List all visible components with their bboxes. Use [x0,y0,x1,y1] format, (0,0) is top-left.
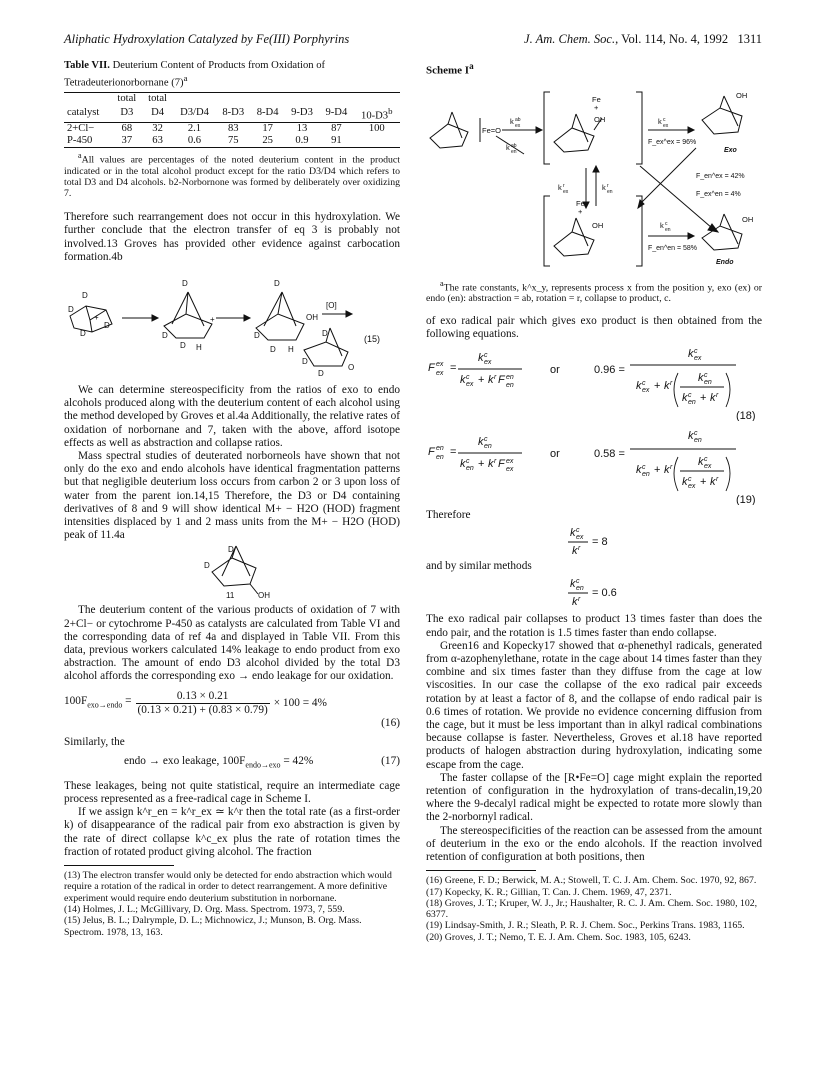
svg-text:k: k [688,429,694,442]
svg-text:Fe: Fe [576,198,585,208]
svg-text:c: c [466,373,470,381]
svg-text:k: k [572,596,578,609]
svg-text:OH: OH [736,90,748,100]
svg-text:OH: OH [742,214,754,224]
svg-text:+: + [210,314,215,324]
svg-text:en: en [704,378,712,386]
svg-text:en: en [607,188,613,195]
svg-text:k: k [660,220,664,230]
svg-text:k: k [570,578,576,591]
svg-text:[O]: [O] [326,300,337,310]
footnotes: (13) The electron transfer would only be detected for endo abstraction which would require a rotation of the radical in order to detect rearrangement. A more definitive experiment would require endo deuterium substitution in norbornane. (14) Holmes, J. L.; McGillivary, D. Org. Mass. Spectrom. 1973, 7, 559. (15) Jelus, B. L.; Dalrymple, D. L.; Michnowicz, J.; Munson, B. Org. Mass. Spectrom. 1978, 13, 163. [64,870,392,938]
svg-text:c: c [694,429,698,437]
running-title: Aliphatic Hydroxylation Catalyzed by Fe(III) Porphyrins [64,32,350,46]
svg-text:(19): (19) [736,493,756,505]
svg-text:en: en [665,226,671,233]
svg-text:+: + [478,457,485,470]
svg-text:en: en [642,470,650,478]
svg-text:k: k [664,463,670,476]
svg-text:r: r [563,182,565,189]
svg-text:0.58 =: 0.58 = [594,447,625,460]
svg-text:en: en [466,464,474,472]
svg-text:k: k [460,373,466,386]
svg-text:c: c [704,371,708,379]
svg-text:k: k [710,475,716,488]
svg-text:c: c [688,475,692,483]
equation-19 [426,425,762,505]
paragraph: We can determine stereospecificity from the ratios of exo to endo alcohols produced along with the deuterium content of each alcohol using the method developed by Groves et al.4a Additionally, the relative rates of oxidation of norbornane and 7, taken with the above, afford isotope effects as well as abstraction and collapse ratios. [64,383,400,449]
svg-text:D: D [254,330,260,340]
svg-text:+: + [700,475,707,488]
svg-text:D: D [302,356,308,366]
svg-text:en: en [484,442,492,450]
right-column [426,60,762,943]
svg-text:c: c [665,220,668,227]
svg-text:k: k [602,182,606,192]
svg-text:= 8: = 8 [592,536,608,549]
page-number: 1311 [737,32,762,46]
svg-text:D: D [104,320,110,330]
svg-text:k: k [558,182,562,192]
table-footnote: $^a$All values are percentages of the noted deuterium content in the product indicated or in the total alcohol product except for the ratio D3/D4 which refers to total D3 and D4 alcohols. b2-Norbornone was formed by deliberately over oxidizing 7. [64,151,400,199]
svg-text:c: c [576,527,580,535]
svg-text:k: k [664,379,670,392]
svg-text:ex: ex [576,534,584,542]
svg-text:D: D [228,545,234,555]
equation-17: endo → exo leakage, $100F_{endo\to exo} = 42\%$ (17) [124,755,400,770]
svg-text:k: k [682,475,688,488]
paragraph: Therefore such rearrangement does not occur in this hydroxylation. We further conclude that the electron transfer of eq 3 is probably not involved.13 Groves has provided other evidence against carbocation formation.4b [64,211,400,263]
deuterium-table: total total catalyst D3 D4 D3/D4 8-D3 8-D4 9-D3 9-D4 10-D3$^b$ 2+Cl− 68 32 2.1 83 17 13 87 100 P-450 37 63 0.6 75 25 0.9 91 [64,92,400,149]
svg-text:or: or [550,363,560,376]
svg-text:c: c [663,116,666,123]
svg-text:+: + [700,391,707,404]
svg-text:F: F [428,445,435,458]
compound-11-structure [64,542,400,600]
exo-label: Exo [724,146,737,154]
svg-text:D: D [80,328,86,338]
svg-text:H: H [196,342,202,352]
svg-text:en: en [436,444,444,452]
svg-text:k: k [698,371,704,384]
scheme-footnote: $^a$The rate constants, k^x_y, represents process x from the position y, exo (ex) or endo (en): abstraction = ab, rotation = r, collapse to product, c. [426,278,762,305]
svg-text:F: F [498,373,505,386]
svg-text:c: c [704,455,708,463]
paragraph: If we assign k^r_en = k^r_ex ≃ k^r then the total rate (as a first-order k) of disappearance of the radical pair from exo abstraction is given by the rate of direct collapse k^c_ex plus the rate of rotation times the fraction of rotated product giving alcohol. The fraction [64,806,400,858]
svg-text:r: r [670,463,673,471]
svg-text:ex: ex [663,122,669,129]
endo-label: Endo [716,258,734,266]
svg-text:+: + [594,102,599,112]
scheme-title: Scheme $I^a$ [426,61,474,77]
paragraph: These leakages, being not quite statistical, require an intermediate cage process represented as a free-radical cage in Scheme I. [64,779,400,806]
svg-text:F: F [498,457,505,470]
svg-text:c: c [688,391,692,399]
svg-text:=: = [450,361,457,374]
svg-text:+: + [654,463,661,476]
svg-text:k: k [572,545,578,558]
svg-text:en: en [506,373,514,381]
svg-text:ex: ex [466,380,474,388]
svg-text:r: r [494,457,497,465]
svg-text:=: = [450,445,457,458]
svg-text:c: c [642,379,646,387]
svg-text:k: k [478,435,484,448]
svg-text:k: k [460,457,466,470]
svg-text:en: en [511,148,517,155]
paragraph: The exo radical pair collapses to product 13 times faster than does the endo pair, and the rotation is 1.5 times faster than endo collapse. [426,613,762,639]
svg-text:k: k [698,455,704,468]
svg-text:ex: ex [704,462,712,470]
svg-text:k: k [636,379,642,392]
table-row: 2+Cl− 68 32 2.1 83 17 13 87 100 [67,123,385,135]
table-row: P-450 37 63 0.6 75 25 0.9 91 [64,135,400,148]
svg-text:c: c [642,463,646,471]
svg-text:k: k [488,373,494,386]
svg-text:ex: ex [436,369,444,377]
svg-text:OH: OH [592,220,604,230]
svg-text:+: + [478,373,485,386]
equation-number: (16) [381,717,400,730]
svg-text:k: k [510,116,514,126]
svg-text:D: D [182,278,188,288]
svg-text:(18): (18) [736,409,756,421]
svg-text:or: or [550,447,560,460]
svg-text:D: D [68,304,74,314]
fraction-label: F_ex^en = 4% [696,190,741,198]
svg-text:ex: ex [484,358,492,366]
svg-text:= 0.6: = 0.6 [592,587,617,600]
svg-text:+: + [578,206,583,216]
svg-text:en: en [506,381,514,389]
svg-text:k: k [658,116,662,126]
svg-text:OH: OH [258,591,270,601]
svg-text:D: D [270,344,276,354]
svg-text:D: D [274,278,280,288]
svg-text:c: c [576,578,580,586]
svg-text:D: D [318,368,324,378]
ratio-equation-endo [426,573,762,609]
fraction-label: F_en^en = 58% [648,244,698,252]
svg-text:r: r [716,391,719,399]
paragraph: The faster collapse of the [R•Fe=O] cage might explain the reported retention of configuration in the hydroxylation of trans-decalin,19,20 where the 9-decalyl radical might be expected to rotate more slowly than the 2-norbornyl radical. [426,771,762,824]
svg-text:r: r [578,545,581,553]
paragraph: of exo radical pair which gives exo product is then obtained from the following equations. [426,314,762,340]
compound-label: 11 [226,591,235,601]
references: (16) Greene, F. D.; Berwick, M. A.; Stowell, T. C. J. Am. Chem. Soc. 1970, 92, 867. (17) Kopecky, K. R.; Gillian, T. Can. J. Chem. 1969, 47, 2371. (18) Groves, J. T.; Kruper, W. J., Jr.; Haushalter, R. C. J. Am. Chem. Soc. 1980, 102, 6377. (19) Lindsay-Smith, J. R.; Sleath, P. R. J. Chem. Soc., Perkins Trans. 1983, 1165. (20) Groves, J. T.; Nemo, T. E. J. Am. Chem. Soc. 1983, 105, 6243. [426,875,758,943]
equation-number: (15) [364,333,381,344]
svg-text:k: k [488,457,494,470]
svg-text:0.96 =: 0.96 = [594,363,625,376]
svg-text:k: k [478,351,484,364]
svg-text:F: F [428,361,435,374]
svg-text:c: c [466,457,470,465]
paragraph: The stereospecificities of the reaction can be assessed from the amount of deuterium in the exo or the endo alcohols. If the reaction involved retention of configuration at both positions, then [426,824,762,863]
svg-text:D: D [322,328,328,338]
svg-text:en: en [694,436,702,444]
svg-text:k: k [688,347,694,360]
svg-text:ex: ex [506,465,514,473]
svg-text:r: r [578,596,581,604]
svg-text:k: k [710,391,716,404]
svg-text:Fe=O: Fe=O [482,125,501,135]
svg-text:ab: ab [511,142,517,149]
ratio-equation-exo [426,522,762,558]
svg-text:k: k [636,463,642,476]
svg-text:H: H [288,344,294,354]
left-column [64,60,400,938]
paragraph: Green16 and Kopecky17 showed that α-phenethyl radicals, generated from α-azophenylethane, rotate in the cage about 14 times faster than they combine and six times faster than they diffuse from the cage at low viscosities. In our case the collapse of the exo radical pair exceeds rotation by at least a factor of 8, and the collapse of endo radical pair is 0.6 times of rotation. We provide no evidence concerning diffusion from the cage, but it must be less important than in alkyl radical combinations because collapse is faster. Nevertheless, Groves et al.18 have reported products of halogen abstraction during hydroxylation, indicating some escape from the cage. [426,639,762,771]
svg-text:ex: ex [506,457,514,465]
equation-18 [426,345,762,421]
scheme-1-diagram [426,78,762,274]
svg-text:en: en [576,585,584,593]
svg-text:r: r [494,373,497,381]
svg-text:c: c [484,435,488,443]
svg-text:k: k [506,142,510,152]
journal-citation: J. Am. Chem. Soc., Vol. 114, No. 4, 1992 1311 [524,32,762,46]
footnote-rule [426,870,536,871]
paragraph: Similarly, the [64,736,125,749]
svg-text:en: en [688,398,696,406]
table-caption: Table VII. Deuterium Content of Products from Oxidation of Tetradeuterionorbornane $(7)^a$ [64,60,326,89]
svg-text:ex: ex [436,360,444,368]
svg-text:D: D [180,340,186,350]
svg-text:r: r [670,379,673,387]
svg-text:ex: ex [688,482,696,490]
svg-text:r: r [716,475,719,483]
svg-text:en: en [436,453,444,461]
paragraph: Mass spectral studies of deuterated norborneols have shown that not only do the exo and endo alcohols have identical fragmentation patterns but that negligible deuterium loss occurs from carbon 2 or 3 upon loss of water from the parent ion.14,15 Therefore, the D3 or D4 containing derivatives of 8 and 9 will show identical M+ − H2O (HOD) fragment intensities displaced by 1 and 2 mass units from the M+ − H2O (HOD) peak of 11.4a [64,449,400,542]
svg-text:+: + [654,379,661,392]
fraction-label: F_ex^ex = 96% [648,138,697,146]
svg-text:c: c [484,351,488,359]
equation-16: $100F_{exo\to endo}$ = $\frac{0.13 \times 0.21}{(0.13 \times 0.21) + (0.83 \times 0.79)}$ × 100 = 4% [64,689,327,716]
svg-text:O: O [348,362,355,372]
reaction-scheme-15 [64,266,400,378]
svg-text:OH: OH [306,312,318,322]
paragraph: The deuterium content of the various products of oxidation of 7 with 2+Cl− or cytochrome P-450 as catalysts are calculated from Table VI and the corresponding data of ref 4a and displayed in Table VII. From this data, previous workers calculated 14% leakage to endo product from exo abstraction. The amount of endo D3 alcohol divided by the total D3 alcohol affords the corresponding exo → endo leakage for our oxidation. [64,604,400,683]
svg-text:D: D [204,561,210,571]
paragraph: and by similar methods [426,560,532,573]
footnote-rule [64,865,174,866]
svg-text:+: + [94,312,99,322]
svg-text:k: k [570,527,576,540]
svg-text:D: D [82,290,88,300]
svg-text:r: r [607,182,609,189]
svg-text:k: k [682,391,688,404]
svg-text:ex: ex [563,188,569,195]
svg-text:ab: ab [515,116,521,123]
svg-text:ex: ex [515,122,521,129]
svg-text:ex: ex [642,386,650,394]
svg-text:ex: ex [694,354,702,362]
fraction-label: F_en^ex = 42% [696,172,745,180]
svg-text:Fe: Fe [592,94,601,104]
svg-text:c: c [694,347,698,355]
svg-text:OH: OH [594,114,606,124]
journal-name: J. Am. Chem. Soc. [524,32,616,46]
journal-volume: Vol. 114, No. 4, 1992 [621,32,729,46]
svg-text:D: D [162,330,168,340]
paragraph: Therefore [426,508,471,521]
